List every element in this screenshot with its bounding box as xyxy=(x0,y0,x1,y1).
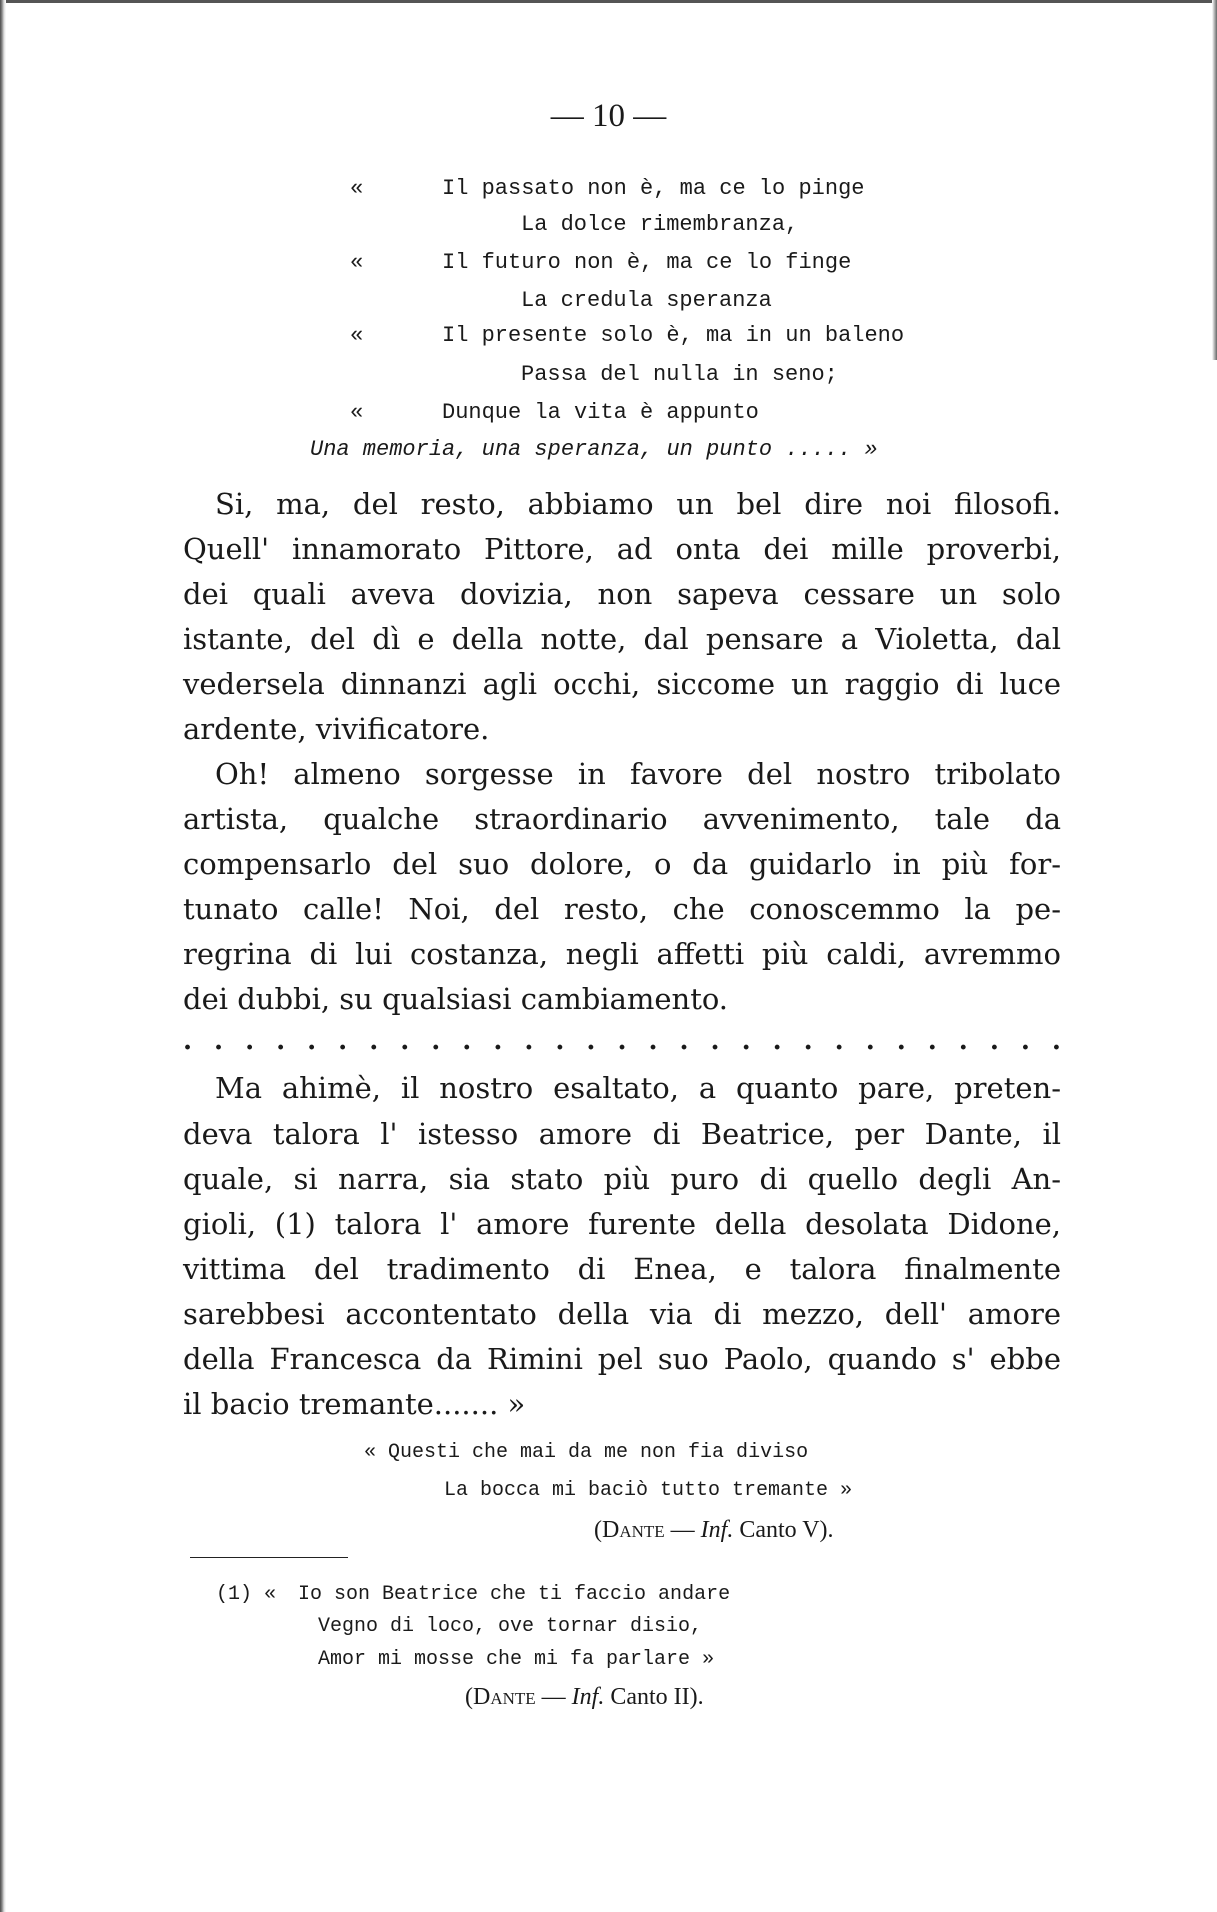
separator-dot: . xyxy=(772,1026,782,1056)
text-line: vittima del tradimento di Enea, e talora finalmente xyxy=(183,1252,1061,1286)
footnote-line: Io son Beatrice che ti faccio andare xyxy=(298,1583,731,1606)
poem-mark: « xyxy=(350,176,364,201)
poem-mark: « xyxy=(350,323,364,348)
text-line: Si, ma, del resto, abbiamo un bel dire noi filosofi. xyxy=(215,487,1061,521)
section-separator xyxy=(183,1026,1061,1056)
poem-line: La dolce rimembranza, xyxy=(521,212,799,237)
separator-dot: . xyxy=(648,1026,658,1056)
text-line: tunato calle! Noi, del resto, che conoscemmo la pe- xyxy=(183,892,1061,926)
poem-mark: « xyxy=(350,250,364,275)
separator-dot: . xyxy=(214,1026,224,1056)
text-line: regrina di lui costanza, negli affetti più caldi, avremmo xyxy=(183,937,1061,971)
text-line: Oh! almeno sorgesse in favore del nostro tribolato xyxy=(215,757,1061,791)
quote-line: « Questi che mai da me non fia diviso xyxy=(364,1441,809,1464)
footnote-line: Vegno di loco, ove tornar disio, xyxy=(318,1615,703,1638)
poem-line: Il presente solo è, ma in un baleno xyxy=(442,323,905,348)
poem-line: Il passato non è, ma ce lo pinge xyxy=(442,176,865,201)
separator-dot: . xyxy=(1020,1026,1030,1056)
citation-author: Dante xyxy=(473,1684,536,1710)
text-line: compensarlo del suo dolore, o da guidarlo in più for- xyxy=(183,847,1061,881)
separator-dot: . xyxy=(338,1026,348,1056)
separator-dot: . xyxy=(462,1026,472,1056)
separator-dot: . xyxy=(896,1026,906,1056)
separator-dot: . xyxy=(617,1026,627,1056)
citation-work: Inf. xyxy=(700,1517,734,1543)
text-line: Ma ahimè, il nostro esaltato, a quanto pare, preten- xyxy=(215,1071,1061,1105)
text-line: vedersela dinnanzi agli occhi, siccome un raggio di luce xyxy=(183,667,1061,701)
separator-dot: . xyxy=(586,1026,596,1056)
quote-line: La bocca mi baciò tutto tremante » xyxy=(444,1479,853,1502)
separator-dot: . xyxy=(183,1026,193,1056)
poem-line: Passa del nulla in seno; xyxy=(521,362,838,387)
page-number: — 10 — xyxy=(550,98,667,134)
separator-dot: . xyxy=(927,1026,937,1056)
text-line: della Francesca da Rimini pel suo Paolo, quando s' ebbe xyxy=(183,1342,1061,1376)
poem-line: La credula speranza xyxy=(521,288,772,313)
citation-work: Inf. xyxy=(571,1684,605,1710)
poem-mark: « xyxy=(350,400,364,425)
quote-citation: (Dante — Inf. Canto V). xyxy=(594,1517,834,1543)
separator-dot: . xyxy=(555,1026,565,1056)
footnote-rule xyxy=(190,1557,348,1558)
poem-line: Dunque la vita è appunto xyxy=(442,400,759,425)
text-line: istante, del dì e della notte, dal pensare a Violetta, dal xyxy=(183,622,1061,656)
page-binding-edge xyxy=(0,0,6,1912)
separator-dot: . xyxy=(524,1026,534,1056)
separator-dot: . xyxy=(369,1026,379,1056)
separator-dot: . xyxy=(958,1026,968,1056)
text-line: artista, qualche straordinario avvenimento, tale da xyxy=(183,802,1061,836)
text-line: sarebbesi accontentato della via di mezzo, dell' amore xyxy=(183,1297,1061,1331)
separator-dot: . xyxy=(865,1026,875,1056)
text-line: Quell' innamorato Pittore, ad onta dei mille proverbi, xyxy=(183,532,1061,566)
separator-dot: . xyxy=(989,1026,999,1056)
separator-dot: . xyxy=(1051,1026,1061,1056)
citation-author: Dante xyxy=(602,1517,665,1543)
page-top-edge xyxy=(0,0,1217,3)
footnote-marker: (1) « xyxy=(216,1583,277,1606)
text-line: il bacio tremante....... » xyxy=(183,1387,526,1421)
separator-dot: . xyxy=(400,1026,410,1056)
poem-line: Il futuro non è, ma ce lo finge xyxy=(442,250,852,275)
text-line: ardente, vivificatore. xyxy=(183,712,490,746)
separator-dot: . xyxy=(803,1026,813,1056)
separator-dot: . xyxy=(741,1026,751,1056)
separator-dot: . xyxy=(307,1026,317,1056)
page-right-edge xyxy=(1212,0,1217,360)
separator-dot: . xyxy=(493,1026,503,1056)
text-line: dei dubbi, su qualsiasi cambiamento. xyxy=(183,982,729,1016)
separator-dot: . xyxy=(276,1026,286,1056)
poem-line: Una memoria, una speranza, un punto ..... » xyxy=(310,437,878,462)
text-line: dei quali aveva dovizia, non sapeva cessare un solo xyxy=(183,577,1061,611)
text-line: gioli, (1) talora l' amore furente della desolata Didone, xyxy=(183,1207,1061,1241)
separator-dot: . xyxy=(431,1026,441,1056)
footnote-citation: (Dante — Inf. Canto II). xyxy=(465,1684,704,1710)
text-line: quale, si narra, sia stato più puro di quello degli An- xyxy=(183,1162,1061,1196)
text-line: deva talora l' istesso amore di Beatrice, per Dante, il xyxy=(183,1117,1061,1151)
separator-dot: . xyxy=(245,1026,255,1056)
separator-dot: . xyxy=(834,1026,844,1056)
footnote-line: Amor mi mosse che mi fa parlare » xyxy=(318,1648,715,1671)
separator-dot: . xyxy=(679,1026,689,1056)
separator-dot: . xyxy=(710,1026,720,1056)
